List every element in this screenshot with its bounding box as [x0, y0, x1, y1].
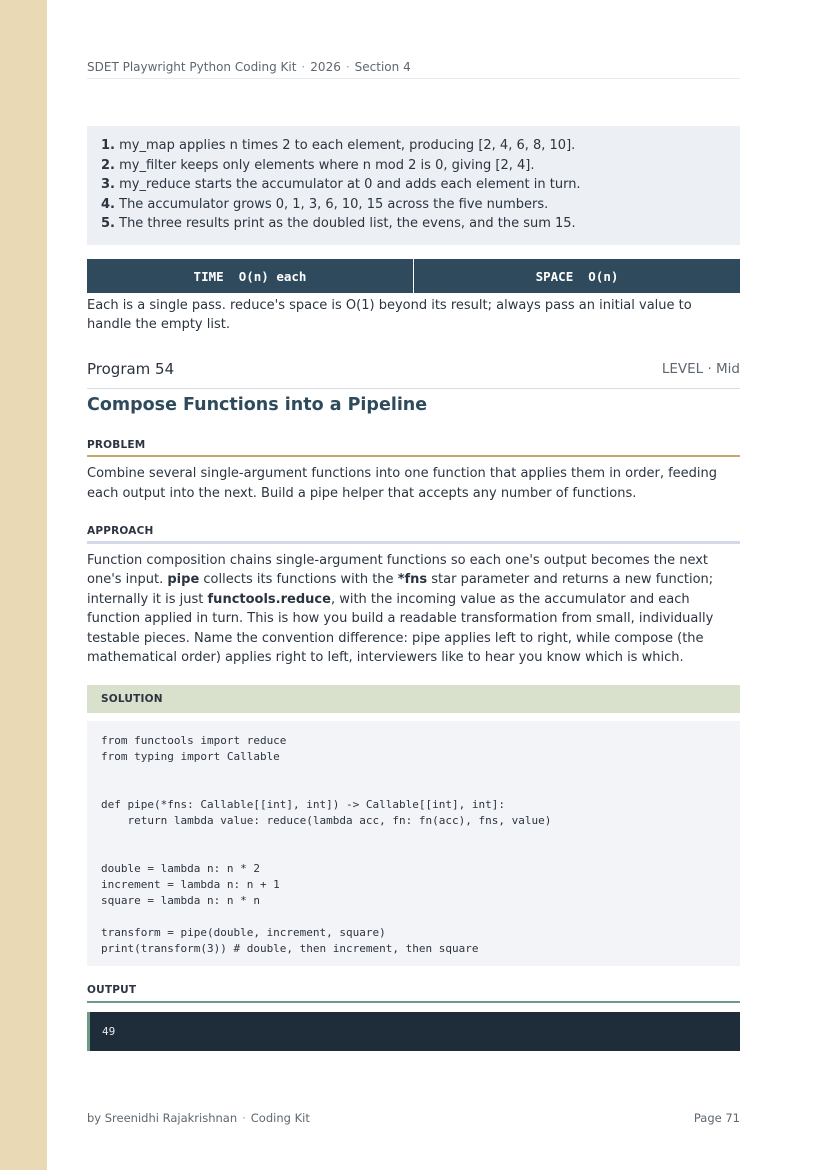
program-number: Program 54 [87, 360, 175, 378]
code-line [101, 829, 726, 845]
approach-keyword-pipe: pipe [167, 572, 200, 588]
problem-label: PROBLEM [87, 439, 146, 451]
step-text: my_map applies n times 2 to each element, producing [2, 4, 6, 8, 10]. [119, 138, 576, 153]
header-separator: · [345, 60, 350, 74]
header-kit-title: SDET Playwright Python Coding Kit [87, 60, 297, 74]
footer-author: by Sreenidhi Rajakrishnan [87, 1111, 238, 1125]
solution-header [87, 685, 740, 713]
code-line: increment = lambda n: n + 1 [101, 878, 280, 891]
page-number: Page 71 [693, 1111, 740, 1125]
code-line: double = lambda n: n * 2 [101, 862, 260, 875]
page-footer [87, 1111, 740, 1125]
complexity-bar [87, 259, 740, 293]
program-header [87, 360, 740, 389]
step-number: 4. [101, 196, 115, 212]
header-section: Section 4 [354, 60, 411, 74]
footer-separator: · [242, 1111, 246, 1125]
complexity-note: Each is a single pass. reduce's space is O(1) beyond its result; always pass an initial value to handle the empty list. [87, 298, 692, 332]
solution-label: SOLUTION [101, 693, 163, 705]
approach-keyword-fns: *fns [397, 572, 428, 588]
step-number: 3. [101, 177, 115, 192]
code-line [101, 781, 726, 797]
approach-label: APPROACH [87, 525, 154, 537]
step-text: The accumulator grows 0, 1, 3, 6, 10, 15 across the five numbers. [119, 196, 549, 212]
step-number: 2. [101, 157, 115, 173]
code-line: return lambda value: reduce(lambda acc, fn: fn(acc), fns, value) [101, 814, 552, 827]
approach-divider [87, 541, 740, 544]
code-line: transform = pipe(double, increment, square) [101, 926, 386, 939]
step-text: my_filter keeps only elements where n mod 2 is 0, giving [2, 4]. [119, 157, 535, 173]
walkthrough-steps [87, 126, 740, 245]
approach-text-part: Function composition chains single-argument functions so each one's output becomes the next one's input. [87, 553, 709, 588]
footer-kit: Coding Kit [250, 1111, 310, 1125]
step-number: 1. [101, 138, 115, 153]
step-text: The three results print as the doubled list, the evens, and the sum 15. [119, 216, 576, 231]
output-label: OUTPUT [87, 984, 137, 996]
code-line [101, 765, 726, 781]
side-band [0, 0, 47, 1170]
output-block [87, 1012, 740, 1051]
header-year: 2026 [310, 60, 341, 74]
code-line: from functools import reduce [101, 734, 287, 747]
code-line: print(transform(3)) # double, then increment, then square [101, 942, 479, 955]
code-line: def pipe(*fns: Callable[[int], int]) -> Callable[[int], int]: [101, 798, 505, 811]
walkthrough-step [101, 214, 726, 234]
program-level: LEVEL · Mid [661, 361, 740, 377]
code-block [87, 721, 740, 966]
output-divider [87, 1001, 740, 1003]
output-value: 49 [102, 1025, 116, 1038]
walkthrough-step [101, 175, 726, 195]
space-complexity: SPACE O(n) [413, 259, 740, 293]
approach-text-part: , with the incoming value as the accumulator and each function applied in turn. This is how you build a readable transformation from small, individually testable pieces. Name the convention difference: pipe applies left to right, while compose (the mathematical order) applies right to left, interviewers like to hear you know which is which. [87, 591, 714, 666]
problem-divider [87, 455, 740, 457]
walkthrough-step [101, 195, 726, 215]
step-text: my_reduce starts the accumulator at 0 and adds each element in turn. [119, 177, 581, 192]
code-line [101, 845, 726, 861]
approach-text [87, 551, 740, 667]
approach-text-part: star parameter and returns a new function; internally it is just [87, 572, 714, 607]
walkthrough-step [101, 156, 726, 176]
code-line [101, 909, 726, 925]
approach-text-part: collects its functions with the [199, 572, 398, 588]
walkthrough-step [101, 136, 726, 156]
code-line: square = lambda n: n * n [101, 894, 260, 907]
footer-credit [87, 1111, 310, 1125]
program-title: Compose Functions into a Pipeline [87, 395, 428, 415]
running-header [87, 60, 740, 79]
approach-keyword-reduce: functools.reduce [207, 591, 331, 607]
header-separator: · [301, 60, 306, 74]
code-line: from typing import Callable [101, 750, 280, 763]
problem-text: Combine several single-argument functions into one function that applies them in order, feeding each output into the next. Build a pipe helper that accepts any number of functions. [87, 466, 718, 501]
time-complexity: TIME O(n) each [87, 259, 413, 293]
step-number: 5. [101, 216, 115, 231]
